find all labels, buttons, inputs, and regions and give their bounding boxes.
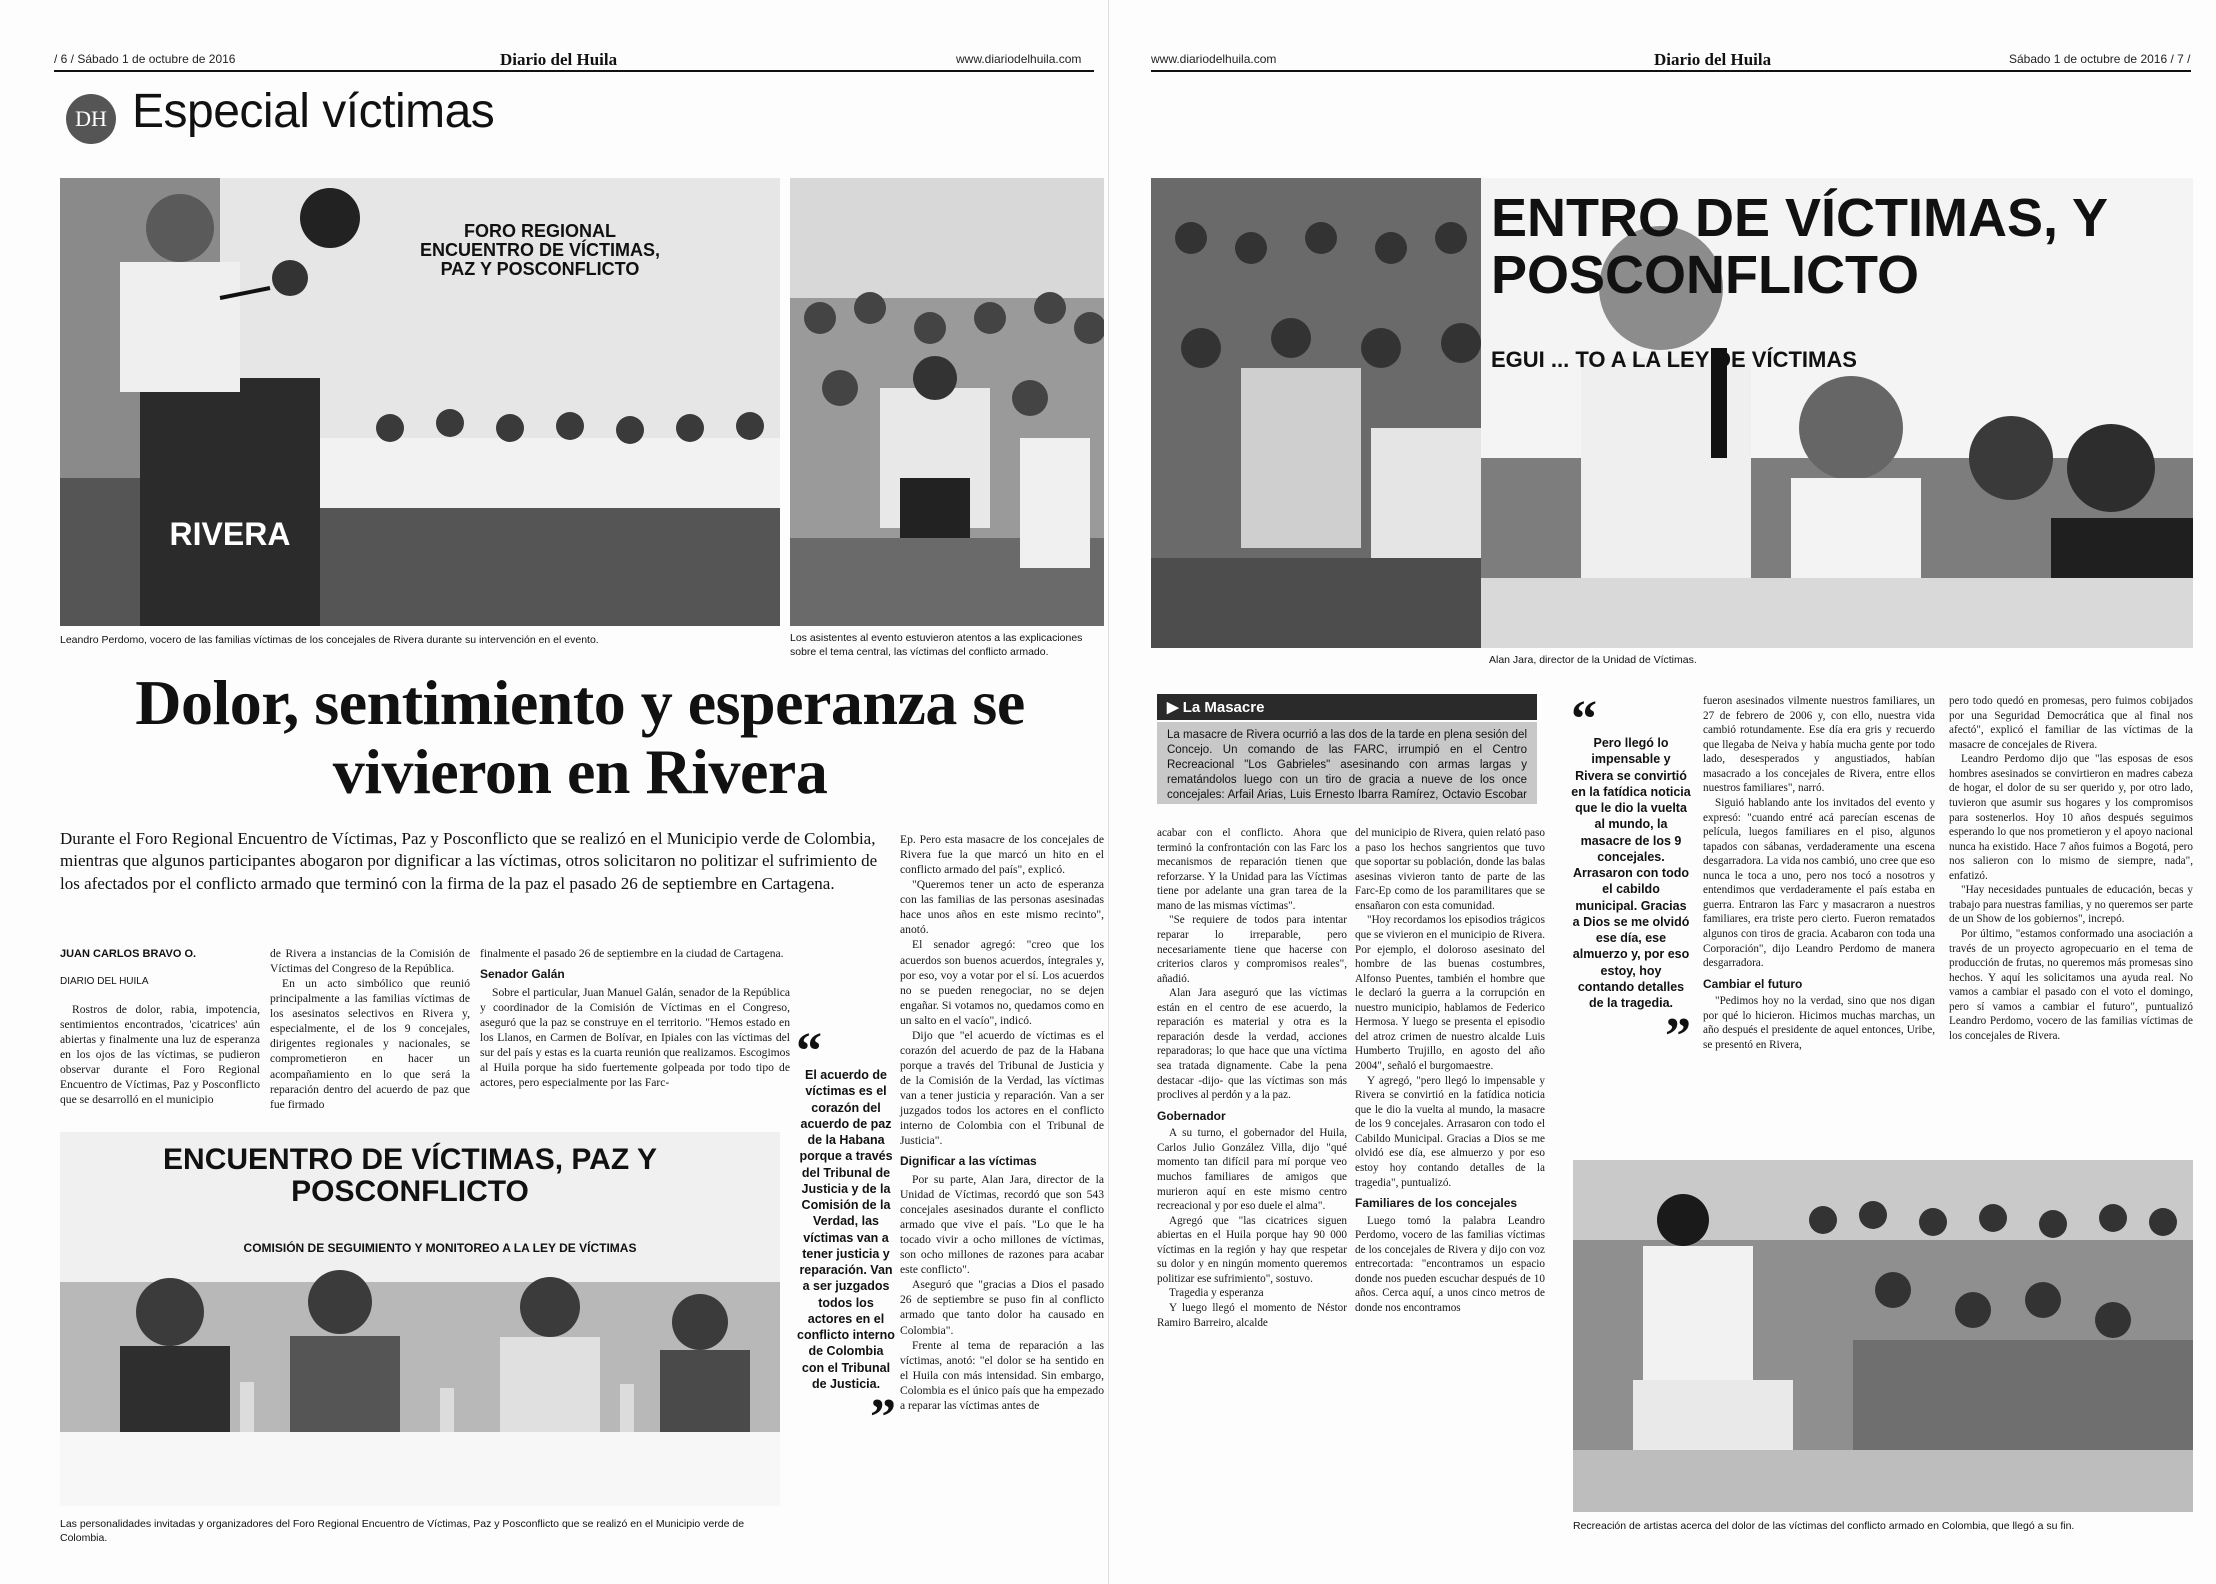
sidebar-box <box>1157 722 1537 804</box>
paragraph: fueron asesinados vilmente nuestros familiares, un 27 de febrero de 2006 y, con ello, nuestra vida cambió rotundamente. Ese día era gris y recuerdo que llegaba de Neiva y había mucha gente por todo lado, desesperados y angustiados, habían masacrado a los concejales de Rivera, entre ellos nuestros familiares", narró. <box>1703 695 1935 795</box>
right-page <box>1108 0 2216 1584</box>
paragraph: Por último, "estamos conformado una asociación a través de un proyecto agropecuario en el tema de producción de frutas, no queremos más promesas sino hechos. Y aquí les solicitamos una ayuda real. No vamos a cambiar el pasado con el voto el domingo, pero sí vamos a cambiar el futuro", puntualizó Leandro Perdomo, vocero de las familias víctimas de los concejales de Rivera. <box>1949 928 2193 1042</box>
close-quote-icon: ” <box>870 1389 896 1447</box>
section-title: Especial víctimas <box>132 85 495 138</box>
photo-caption: Recreación de artistas acerca del dolor de las víctimas del conflicto armado en Colombia, que llegó a su fin. <box>1573 1520 2075 1532</box>
header-rule <box>54 70 1094 72</box>
arrow-icon: ▶ <box>1167 699 1183 716</box>
paragraph: "Hay necesidades puntuales de educación, becas y trabajo para nuestras familias, y no queremos ser parte de un Show de los gobiernos", increpó. <box>1949 884 2193 926</box>
article-column-1 <box>1157 826 1347 1330</box>
dh-logo: DH <box>66 94 116 144</box>
photo-caption: Alan Jara, director de la Unidad de Víctimas. <box>1489 654 1697 666</box>
photo-banner-subtext: EGUI ... TO A LA LEY DE VÍCTIMAS <box>1491 347 1857 372</box>
paragraph: Y luego llegó el momento de Néstor Ramiro Barreiro, alcalde <box>1157 1302 1347 1329</box>
paragraph: "Hoy recordamos los episodios trágicos que se vivieron en el municipio de Rivera. Por ejemplo, el doloroso asesinato del hombre de las buenas costumbres, Alfonso Puentes, también el hombre que le declaró la guerra a la corrupción en nuestro municipio, hablamos de Federico Hermosa. Y luego se presenta el episodio del atroz crimen de nuestro alcalde Luis Humberto Trujillo, en agosto del año 2004", señaló el burgomaestre. <box>1355 914 1545 1072</box>
paragraph: Ep. Pero esta masacre de los concejales de Rivera fue la que marcó un hito en el conflicto armado del país", explicó. <box>900 833 1104 877</box>
pull-quote <box>1571 691 1691 1066</box>
paragraph: "Queremos tener un acto de esperanza con las familias de las personas asesinadas hace unos años en este mismo recinto", anotó. <box>900 878 1104 937</box>
subheading: Senador Galán <box>480 967 565 982</box>
subheading: Cambiar el futuro <box>1703 976 1803 991</box>
page-folio: Sábado 1 de octubre de 2016 / 7 / <box>2009 52 2191 66</box>
byline-outlet: DIARIO DEL HUILA <box>60 976 149 987</box>
paragraph: Sobre el particular, Juan Manuel Galán, senador de la República y coordinador de la Comisión de Víctimas en el Congreso, aseguró que la paz se construye en el territorio. "Hemos estado en los Llanos, en Carmen de Bolívar, en Ipiales con las víctimas del sur del país y estas es la cuarta reunión que realizamos. Escogimos al Huila porque ha sido fuertemente golpeada por todo tipo de actores, pero especialmente por las Farc- <box>480 985 790 1090</box>
article-column-3 <box>480 946 790 1090</box>
masthead: Diario del Huila <box>1654 50 1772 69</box>
pull-quote <box>796 1023 896 1447</box>
sidebar-title <box>1157 694 1537 720</box>
subheading: Dignificar a las víctimas <box>900 1154 1037 1169</box>
paragraph: acabar con el conflicto. Ahora que terminó la confrontación con las Farc los mecanismos de reparación tienen que reforzarse. Y la Unidad para las Víctimas tiene por adelante una gran tarea de la mano de las mismas víctimas". <box>1157 827 1347 912</box>
article-column-2 <box>270 946 470 1112</box>
page-url: www.diariodelhuila.com <box>956 52 1082 66</box>
article-headline: Dolor, sentimiento y esperanza se vivieron en Rivera <box>135 667 1025 808</box>
subheading: Familiares de los concejales <box>1355 1196 1518 1211</box>
pull-quote-text: El acuerdo de víctimas es el corazón del acuerdo de paz de la Habana porque a través del Tribunal de Justicia y de la Comisión de la Verdad, las víctimas van a tener justicia y reparación. Van a ser juzgados todos los actores en el conflicto interno de Colombia con el Tribunal de Justicia. <box>797 1068 895 1391</box>
paragraph: Tragedia y esperanza <box>1169 1287 1264 1300</box>
photo-banner-text: ENTRO DE VÍCTIMAS, Y POSCONFLICTO <box>1491 188 2108 305</box>
sidebar-text: La masacre de Rivera ocurrió a las dos de la tarde en plena sesión del Concejo. Un comando de las FARC, irrumpió en el Centro Recreacional "Los Gabrieles" asesinando con armas largas y rematándolos luego con un tiro de gracia a nueve de los once concejales: Arfail Arias, Luis Ernesto Ibarra Ramírez, Octavio Escobar <box>1167 729 1527 801</box>
article-column-3 <box>1703 694 1935 1053</box>
header-rule <box>1151 70 2191 72</box>
paragraph: El senador agregó: "creo que los acuerdos son buenos acuerdos, íntegrales y, por eso, voy a votar por el sí. Los acuerdos no se pueden renegociar, no se dejen engañar. Si votamos no, quedamos como en un salto en el vacío", indicó. <box>900 938 1104 1027</box>
photo-caption: Los asistentes al evento estuvieron atentos a las explicaciones sobre el tema central, las víctimas del conflicto armado. <box>790 632 1083 658</box>
paragraph: Alan Jara aseguró que las víctimas están en el centro de ese acuerdo, la reparación es material y otra es la reparación desde la verdad, acciones reparadoras; lo que hace que una víctima sea tratada dignamente. Cabe la pena destacar -dijo- que las víctimas son más proclives al perdón y a la paz. <box>1157 987 1347 1102</box>
paragraph: Por su parte, Alan Jara, director de la Unidad de Víctimas, recordó que son 543 concejales asesinados durante el conflicto armado que vive el país. "Lo que le ha tocado vivir a ocho millones de víctimas, son ocho millones de razones para acabar este conflicto". <box>900 1172 1104 1277</box>
photo-panel <box>60 1132 780 1506</box>
paragraph: finalmente el pasado 26 de septiembre en la ciudad de Cartagena. <box>480 947 784 960</box>
paragraph: Aseguró que "gracias a Dios el pasado 26 de septiembre se puso fin al conflicto armado que tanto dolor ha causado en Colombia". <box>900 1278 1104 1337</box>
photo-caption: Leandro Perdomo, vocero de las familias víctimas de los concejales de Rivera durante su intervención en el evento. <box>60 634 599 646</box>
paragraph: "Se requiere de todos para intentar reparar lo irreparable, pero necesariamente tiene que hacerse con criterios claros y compromisos reales", añadió. <box>1157 914 1347 985</box>
photo-audience <box>790 178 1104 626</box>
paragraph: Y agregó, "pero llegó lo impensable y Rivera se convirtió en la fatídica noticia que le dio la vuelta al mundo, la masacre de los 9 concejales. Arrasaron con todo el Cabildo Municipal. Gracias a Dios se me olvidó ese día, ese almuerzo y por eso estoy hoy contando detalles de la tragedia", puntualizó. <box>1355 1074 1545 1189</box>
article-column-5 <box>900 832 1104 1413</box>
article-column-1 <box>60 1002 260 1107</box>
paragraph: Dijo que "el acuerdo de víctimas es el corazón del acuerdo de paz de la Habana porque a través del Tribunal de Justicia y de la Comisión de la Verdad, las víctimas van a tener justicia y reparación. Van a ser juzgados todos los actores en el conflicto interno de Colombia con el Tribunal de Justicia". <box>900 1028 1104 1148</box>
photo-caption: Las personalidades invitadas y organizadores del Foro Regional Encuentro de Víctimas, Paz y Posconflicto que se realizó en el Municipio verde de Colombia. <box>60 1518 745 1544</box>
article-column-2 <box>1355 826 1545 1316</box>
paragraph: "Pedimos hoy no la verdad, sino que nos digan por qué lo hicieron. Hicimos muchas marchas, un año después el presidente de aquel entonces, Uribe, se presentó en Rivera, <box>1703 995 1935 1051</box>
subheading: Gobernador <box>1157 1108 1226 1123</box>
paragraph: pero todo quedó en promesas, pero fuimos cobijados por una Seguridad Democrática que al final nos afectó", explicó el familiar de las víctimas de la masacre de concejales de Rivera. <box>1949 695 2193 751</box>
podium-logo-text: RIVERA <box>169 516 291 552</box>
paragraph: Agregó que "las cicatrices siguen abiertas en el Huila porque hay 90 000 víctimas en la región y hay que respetar su dolor y en ningún momento queremos politizar ese sufrimiento", sostuvo. <box>1157 1214 1347 1285</box>
paragraph: del municipio de Rivera, quien relató paso a paso los hechos sangrientos que tuvo que soportar su población, donde las balas asesinas vivieron tanto de parte de las Farc-Ep como de los paramilitares que se ensañaron con esta comunidad. <box>1355 827 1545 912</box>
photo-performance <box>1573 1160 2193 1512</box>
sidebar-title-text: La Masacre <box>1182 699 1265 716</box>
paragraph: A su turno, el gobernador del Huila, Carlos Julio González Villa, dijo "qué momento tan difícil para mí porque veo muchos familiares de amigos que murieron aquí en este mismo centro recreacional y por eso duele el alma". <box>1157 1127 1347 1213</box>
photo-banner-subtext: COMISIÓN DE SEGUIMIENTO Y MONITOREO A LA LEY DE VÍCTIMAS <box>243 1241 637 1255</box>
photo-banner-text: ENCUENTRO DE VÍCTIMAS, PAZ Y POSCONFLICTO <box>163 1143 657 1208</box>
paragraph: Luego tomó la palabra Leandro Perdomo, vocero de las familias víctimas de los concejales de Rivera y dijo con voz entrecortada: "encontramos un espacio donde nos pueden escuchar después de 10 años. Cerca aquí, a unos cinco metros de donde nos encontramos <box>1355 1214 1545 1315</box>
byline-author: JUAN CARLOS BRAVO O. <box>60 948 197 960</box>
paragraph: Leandro Perdomo dijo que "las esposas de esos hombres asesinados se convirtieron en madres cabeza de hogar, el dolor de su ser querido y, por otro lado, tuvieron que asumir sus hogares y los compromisos para sostenerlos. Hoy 10 años después seguimos esperando lo que nos prometieron y el apoyo nacional nunca ha existido. Hace 7 años fuimos a Bogotá, pero nos salieron con lo mismo de siempre, nada", enfatizó. <box>1949 753 2193 882</box>
photo-director <box>1151 178 2193 648</box>
pull-quote-text: Pero llegó lo impensable y Rivera se convirtió en la fatídica noticia que le dio la vuelta al mundo, la masacre de los 9 concejales. Arrasaron con todo el cabildo municipal. Gracias a Dios se me olvidó ese día, ese almuerzo y, por eso estoy, hoy contando detalles de la tragedia. <box>1571 736 1691 1011</box>
paragraph: Rostros de dolor, rabia, impotencia, sentimientos encontrados, 'cicatrices' aún abiertas y finalmente una luz de esperanza en los ojos de las víctimas, se pudieron observar durante el Foro Regional Encuentro de Víctimas, Paz y Posconflicto que se desarrolló en el municipio <box>60 1003 260 1107</box>
photo-speaker <box>60 178 780 626</box>
close-quote-icon: ” <box>1665 1008 1691 1066</box>
paragraph: En un acto simbólico que reunió principalmente a las familias víctimas de los asesinatos selectivos en Rivera y, especialmente, el de los 9 concejales, dirigentes regionales y nacionales, se comprometieron en hacer un acompañamiento en lo que será la reparación dentro del acuerdo de paz que fue firmado <box>270 977 470 1111</box>
article-lede: Durante el Foro Regional Encuentro de Víctimas, Paz y Posconflicto que se realizó en el Municipio verde de Colombia, mientras que algunos participantes abogaron por dignificar a las víctimas, otros solicitaron no politizar el sufrimiento de los afectados por el conflicto armado que terminó con la firma de la paz el pasado 26 de septiembre en Cartagena. <box>60 829 878 893</box>
paragraph: de Rivera a instancias de la Comisión de Víctimas del Congreso de la República. <box>270 947 470 976</box>
page-folio: / 6 / Sábado 1 de octubre de 2016 <box>54 52 236 66</box>
article-column-4 <box>1949 694 2193 1044</box>
paragraph: Frente al tema de reparación a las víctimas, anotó: "el dolor se ha sentido en el Huila con más intensidad. Sin embargo, Colombia es el único país que ha empezado a reparar las víctimas antes de <box>900 1338 1104 1412</box>
open-quote-icon: “ <box>796 1023 822 1080</box>
masthead: Diario del Huila <box>500 50 618 69</box>
photo-banner-text: FORO REGIONAL ENCUENTRO DE VÍCTIMAS, PAZ Y POSCONFLICTO <box>419 221 660 279</box>
paragraph: Siguió hablando ante los invitados del evento y expresó: "cuando entré acá parecían escenas de película, luegos familiares en el piso, algunos tapados con sábanas, verdaderamente una escena desgarradora. La vida nos cambió, uno cree que eso nunca le toca a uno, pero nos tocó a nosotros y entendimos que verdaderamente el país estaba en guerra. Entraron las Farc y masacraron a nuestros familiares, era triste pero cierto. Fueron rematados algunos con tiros de gracia. Acabaron con toda una Corporación", dijo Leandro Perdomo de manera desgarradora. <box>1703 796 1935 970</box>
open-quote-icon: “ <box>1571 691 1597 748</box>
page-url: www.diariodelhuila.com <box>1151 52 1277 66</box>
